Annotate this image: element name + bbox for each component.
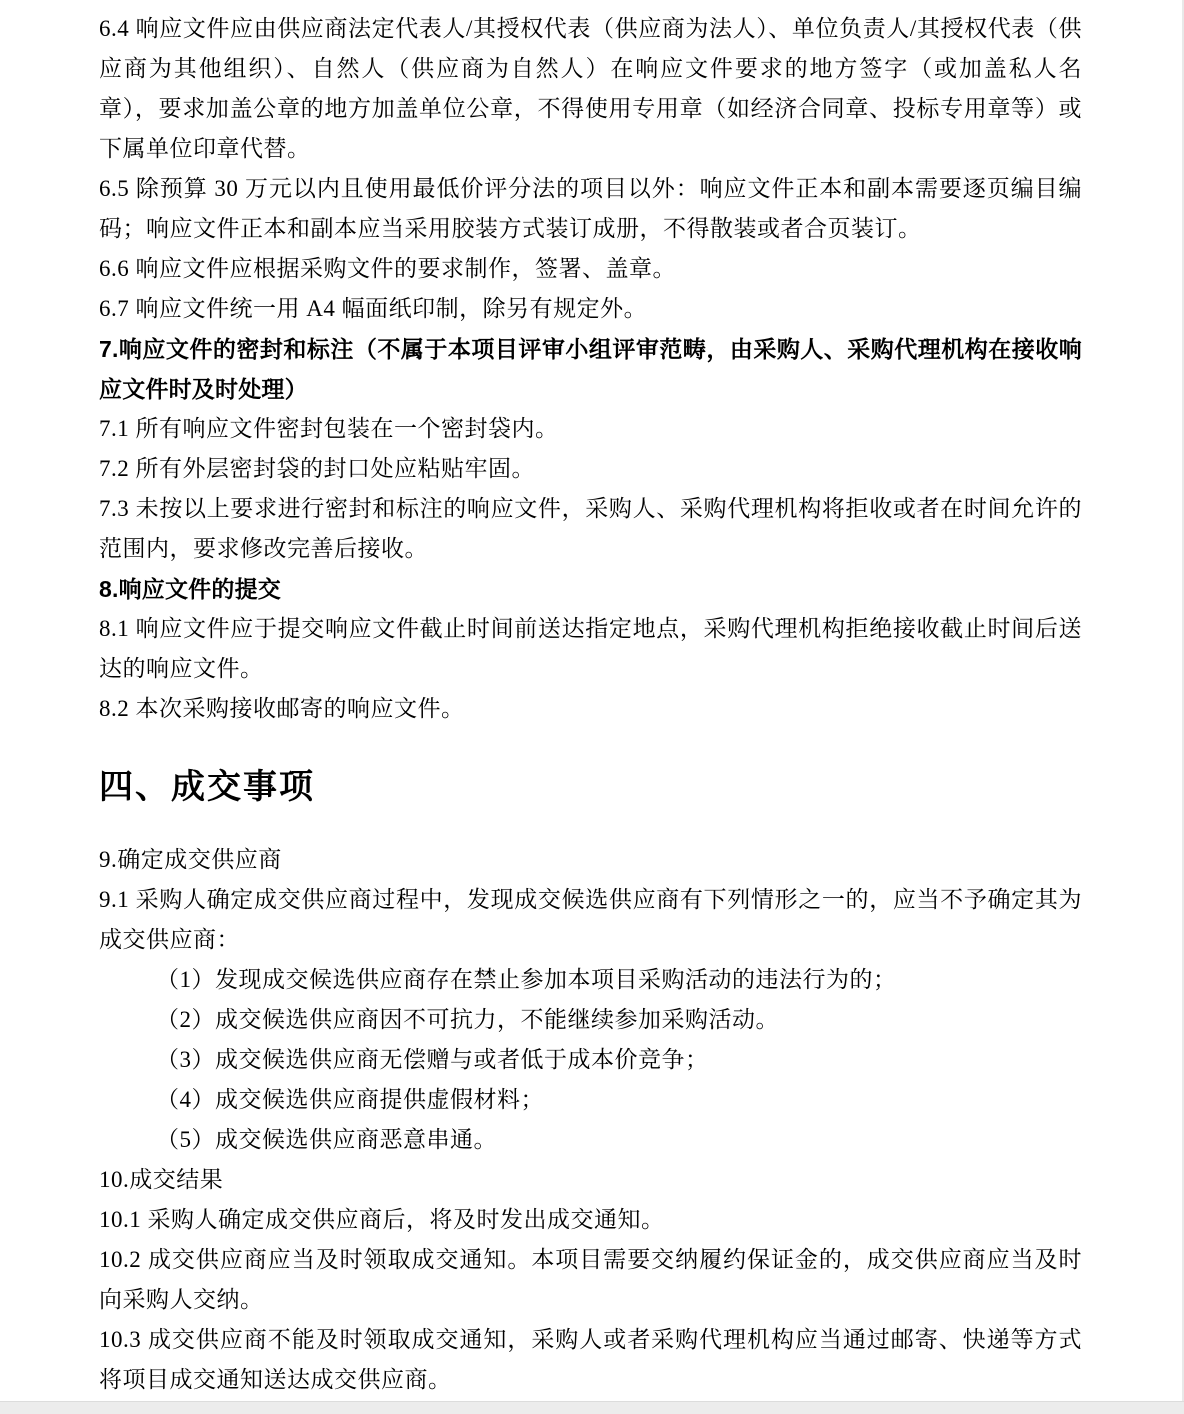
para-9-1-3: （3）成交候选供应商无偿赠与或者低于成本价竞争；: [156, 1047, 709, 1072]
para-10-1: 10.1 采购人确定成交供应商后，将及时发出成交通知。: [99, 1207, 665, 1232]
section-heading: 四、成交事项: [99, 768, 315, 806]
page-edge-bottom: [0, 1401, 1184, 1414]
para-8-2: 8.2 本次采购接收邮寄的响应文件。: [99, 696, 465, 721]
para-9-1-2: （2）成交候选供应商因不可抗力，不能继续参加采购活动。: [156, 1007, 779, 1032]
para-9: 9.确定成交供应商: [99, 847, 282, 872]
para-6-7: 6.7 响应文件统一用 A4 幅面纸印制，除另有规定外。: [99, 296, 648, 321]
para-6-4: 6.4 响应文件应由供应商法定代表人/其授权代表（供应商为法人）、单位负责人/其授权代表（供应商为其他组织）、自然人（供应商为自然人）在响应文件要求的地方签字（或加盖私人名章），要求加盖公章的地方加盖单位公章，不得使用专用章（如经济合同章、投标专用章等）或下属单位印章代替。: [99, 16, 1082, 161]
para-10-3: 10.3 成交供应商不能及时领取成交通知，采购人或者采购代理机构应当通过邮寄、快递等方式将项目成交通知送达成交供应商。: [99, 1327, 1082, 1392]
para-9-1: 9.1 采购人确定成交供应商过程中，发现成交候选供应商有下列情形之一的，应当不予确定其为成交供应商：: [99, 887, 1082, 952]
para-7-3: 7.3 未按以上要求进行密封和标注的响应文件，采购人、采购代理机构将拒收或者在时间允许的范围内，要求修改完善后接收。: [99, 496, 1082, 561]
para-9-1-4: （4）成交候选供应商提供虚假材料；: [156, 1087, 544, 1112]
para-10-2: 10.2 成交供应商应当及时领取成交通知。本项目需要交纳履约保证金的，成交供应商应当及时向采购人交纳。: [99, 1247, 1082, 1312]
para-7-1: 7.1 所有响应文件密封包装在一个密封袋内。: [99, 416, 559, 441]
para-7-2: 7.2 所有外层密封袋的封口处应粘贴牢固。: [99, 456, 535, 481]
para-7: 7.响应文件的密封和标注（不属于本项目评审小组评审范畴，由采购人、采购代理机构在接收响应文件时及时处理）: [99, 336, 1082, 402]
para-9-1-1: （1）发现成交候选供应商存在禁止参加本项目采购活动的违法行为的；: [156, 967, 897, 992]
para-10: 10.成交结果: [99, 1167, 224, 1192]
para-8: 8.响应文件的提交: [99, 576, 281, 602]
para-9-1-5: （5）成交候选供应商恶意串通。: [156, 1127, 497, 1152]
para-6-5: 6.5 除预算 30 万元以内且使用最低价评分法的项目以外：响应文件正本和副本需要逐页编目编码；响应文件正本和副本应当采用胶装方式装订成册，不得散装或者合页装订。: [99, 176, 1082, 241]
para-6-6: 6.6 响应文件应根据采购文件的要求制作，签署、盖章。: [99, 256, 676, 281]
para-8-1: 8.1 响应文件应于提交响应文件截止时间前送达指定地点，采购代理机构拒绝接收截止时间后送达的响应文件。: [99, 616, 1082, 681]
